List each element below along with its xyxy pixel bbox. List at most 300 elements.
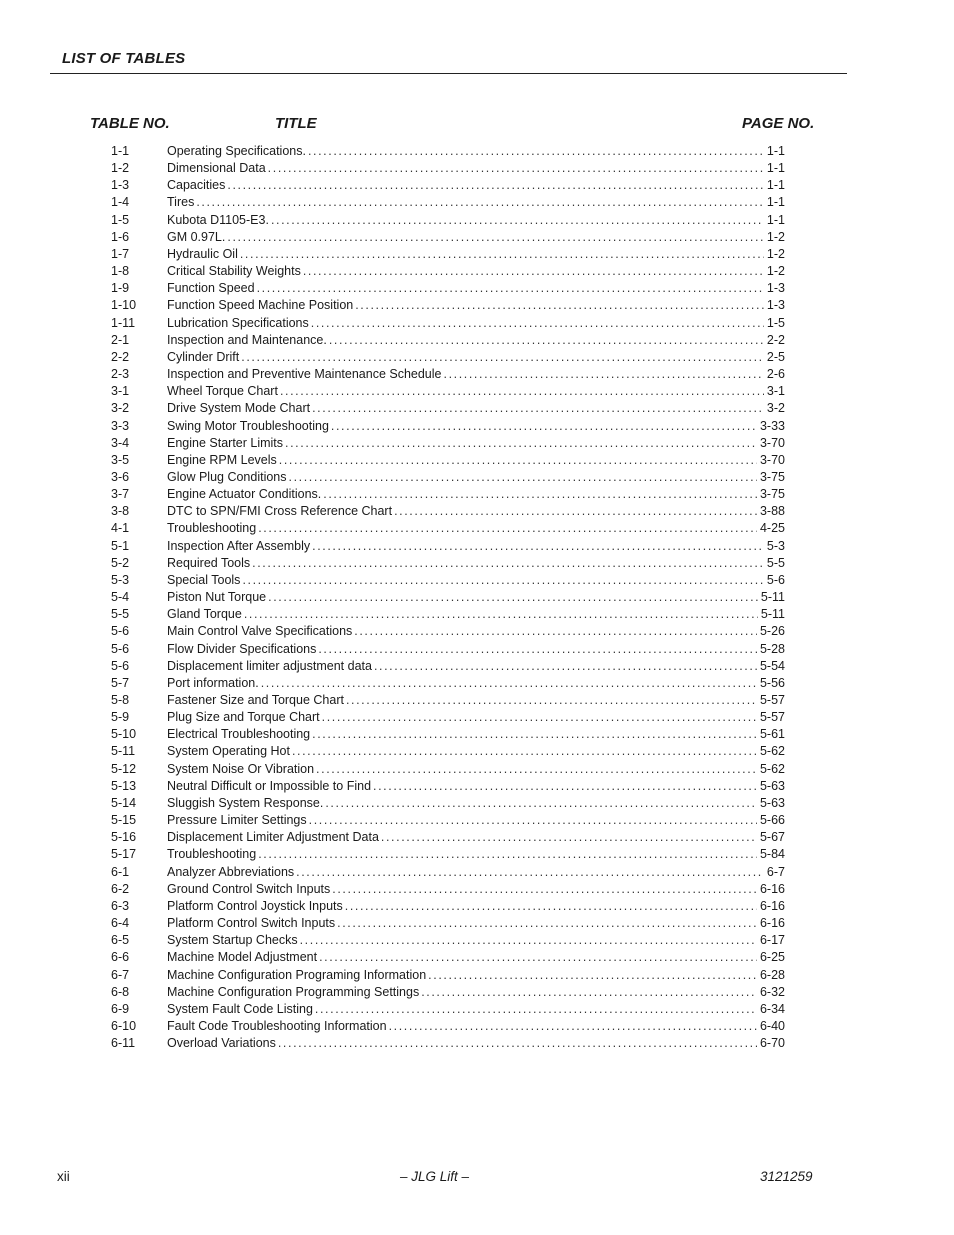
page-reference: 2-5: [766, 349, 785, 364]
toc-entry-body: [167, 984, 785, 1001]
toc-entry[interactable]: [111, 641, 785, 658]
toc-entry[interactable]: [111, 881, 785, 898]
table-number: 3-6: [111, 469, 130, 484]
table-number: 3-8: [111, 504, 130, 519]
table-title: System Noise Or Vibration: [167, 761, 315, 776]
table-title: Inspection and Maintenance.: [167, 332, 327, 347]
toc-entry-body: [167, 743, 785, 760]
table-title: DTC to SPN/FMI Cross Reference Chart: [167, 504, 393, 519]
page-reference: 6-32: [759, 984, 785, 999]
dot-leader: [252, 555, 764, 572]
table-number: 1-3: [111, 178, 130, 193]
toc-entry[interactable]: [111, 212, 785, 229]
page-reference: 1-2: [766, 246, 785, 261]
dot-leader: [319, 949, 757, 966]
toc-entry-body: [167, 143, 785, 160]
column-header-page-no: PAGE NO.: [742, 115, 815, 132]
toc-entry[interactable]: [111, 349, 785, 366]
dot-leader: [196, 194, 764, 211]
toc-entry-body: [167, 709, 785, 726]
page-reference: 6-16: [759, 881, 785, 896]
table-title: Platform Control Switch Inputs: [167, 916, 336, 931]
dot-leader: [381, 829, 757, 846]
toc-entry-body: [167, 315, 785, 332]
table-number: 5-8: [111, 693, 130, 707]
toc-entry-body: [167, 829, 785, 846]
dot-leader: [303, 263, 764, 280]
table-number: 3-5: [111, 452, 130, 467]
toc-entry[interactable]: [111, 143, 785, 160]
page-reference: 4-25: [759, 521, 785, 536]
toc-entry[interactable]: [111, 761, 785, 778]
toc-entry-body: [167, 486, 785, 503]
toc-entry-body: [167, 572, 785, 589]
page-reference: 1-1: [766, 195, 785, 210]
footer-document-number: 3121259: [760, 1169, 813, 1184]
dot-leader: [312, 538, 764, 555]
toc-entry-body: [167, 435, 785, 452]
page-reference: 1-2: [766, 264, 785, 279]
dot-leader: [268, 589, 758, 606]
toc-entry-body: [167, 246, 785, 263]
toc-entry[interactable]: [111, 280, 785, 297]
toc-entry-body: [167, 332, 785, 349]
page-reference: 5-6: [766, 572, 785, 587]
dot-leader: [257, 280, 764, 297]
toc-entry-body: [167, 864, 785, 881]
dot-leader: [289, 469, 757, 486]
dot-leader: [285, 435, 757, 452]
toc-entry[interactable]: [111, 984, 785, 1001]
table-number: 5-17: [111, 847, 137, 862]
toc-entry[interactable]: [111, 915, 785, 932]
dot-leader: [355, 297, 764, 314]
toc-entry[interactable]: [111, 898, 785, 915]
dot-leader: [325, 795, 757, 812]
toc-entry-body: [167, 795, 785, 812]
table-title: Port information.: [167, 675, 259, 690]
page-reference: 6-16: [759, 916, 785, 931]
table-number: 6-7: [111, 967, 130, 982]
page-reference: 6-16: [759, 898, 785, 913]
page-reference: 6-28: [759, 967, 785, 982]
table-title: Kubota D1105-E3.: [167, 212, 269, 227]
dot-leader: [242, 572, 763, 589]
page-reference: 5-5: [766, 555, 785, 570]
toc-entry[interactable]: [111, 315, 785, 332]
toc-entry[interactable]: [111, 297, 785, 314]
toc-entry-body: [167, 1035, 785, 1052]
page-reference: 5-61: [759, 727, 785, 742]
page-reference: 1-1: [766, 212, 785, 227]
toc-entry[interactable]: [111, 692, 785, 709]
toc-entry[interactable]: [111, 452, 785, 469]
toc-entry[interactable]: [111, 1001, 785, 1018]
page-reference: 3-2: [766, 401, 785, 416]
table-title: Fault Code Troubleshooting Information: [167, 1018, 387, 1033]
table-number: 5-1: [111, 538, 130, 553]
table-title: Fastener Size and Torque Chart: [167, 693, 344, 707]
dot-leader: [329, 332, 764, 349]
toc-entry[interactable]: [111, 366, 785, 383]
table-title: Inspection After Assembly: [167, 538, 311, 553]
toc-entry[interactable]: [111, 263, 785, 280]
toc-entry-body: [167, 400, 785, 417]
dot-leader: [261, 675, 757, 692]
table-number: 5-16: [111, 830, 137, 845]
dot-leader: [292, 743, 757, 760]
table-title: Overload Variations: [167, 1036, 276, 1051]
page-reference: 5-57: [759, 710, 785, 725]
table-number: 5-5: [111, 607, 130, 622]
table-title: Gland Torque: [167, 607, 242, 622]
dot-leader: [279, 452, 757, 469]
toc-entry[interactable]: [111, 503, 785, 520]
toc-entry[interactable]: [111, 743, 785, 760]
page-reference: 5-63: [759, 795, 785, 810]
table-number: 1-8: [111, 264, 130, 279]
toc-entry-body: [167, 915, 785, 932]
toc-entry-body: [167, 503, 785, 520]
page-reference: 1-3: [766, 298, 785, 313]
toc-entry-body: [167, 280, 785, 297]
table-number: 1-11: [111, 315, 136, 330]
page-reference: 5-67: [759, 830, 785, 845]
dot-leader: [374, 658, 757, 675]
table-number: 3-1: [111, 384, 130, 399]
table-number: 6-11: [111, 1036, 136, 1051]
toc-entry[interactable]: [111, 967, 785, 984]
table-title: Lubrication Specifications: [167, 315, 309, 330]
page-reference: 6-40: [759, 1018, 785, 1033]
toc-entry-body: [167, 177, 785, 194]
toc-entry[interactable]: [111, 435, 785, 452]
dot-leader: [428, 967, 757, 984]
table-number: 1-1: [111, 144, 130, 158]
dot-leader: [332, 881, 757, 898]
table-number: 6-4: [111, 916, 130, 931]
table-number: 2-3: [111, 367, 130, 382]
toc-entry-body: [167, 212, 785, 229]
page-reference: 6-34: [759, 1001, 785, 1016]
dot-leader: [337, 915, 757, 932]
dot-leader: [354, 623, 757, 640]
page-reference: 3-88: [759, 504, 785, 519]
column-header-title: TITLE: [275, 115, 317, 132]
dot-leader: [280, 383, 764, 400]
table-title: Inspection and Preventive Maintenance Schedule: [167, 367, 442, 382]
toc-entry-body: [167, 761, 785, 778]
table-title: Electrical Troubleshooting: [167, 727, 311, 742]
toc-entry[interactable]: [111, 829, 785, 846]
column-header-table-no: TABLE NO.: [90, 115, 170, 132]
dot-leader: [296, 864, 764, 881]
dot-leader: [322, 709, 757, 726]
page-reference: 6-70: [759, 1036, 785, 1051]
table-number: 2-2: [111, 349, 130, 364]
page-reference: 5-11: [760, 590, 785, 605]
table-number: 3-7: [111, 487, 130, 502]
toc-entry-body: [167, 932, 785, 949]
table-number: 4-1: [111, 521, 130, 536]
table-title: Sluggish System Response.: [167, 795, 324, 810]
table-title: Engine RPM Levels: [167, 452, 277, 467]
table-list: [111, 143, 785, 1052]
table-title: System Fault Code Listing: [167, 1001, 313, 1016]
page-reference: 1-3: [766, 281, 785, 296]
toc-entry-body: [167, 538, 785, 555]
dot-leader: [227, 229, 764, 246]
dot-leader: [268, 160, 764, 177]
table-title: Ground Control Switch Inputs: [167, 881, 331, 896]
page-reference: 3-1: [766, 384, 785, 399]
table-title: Function Speed Machine Position: [167, 298, 354, 313]
dot-leader: [373, 778, 757, 795]
dot-leader: [271, 212, 764, 229]
toc-entry[interactable]: [111, 160, 785, 177]
table-number: 5-9: [111, 710, 130, 725]
table-number: 5-6: [111, 641, 130, 656]
table-title: Piston Nut Torque: [167, 590, 267, 605]
toc-entry-body: [167, 949, 785, 966]
table-number: 5-10: [111, 727, 137, 742]
page-reference: 5-11: [760, 607, 785, 622]
table-title: Displacement Limiter Adjustment Data: [167, 830, 379, 845]
toc-entry[interactable]: [111, 949, 785, 966]
toc-entry-body: [167, 418, 785, 435]
page-reference: 1-2: [766, 229, 785, 244]
dot-leader: [244, 606, 758, 623]
dot-leader: [394, 503, 757, 520]
table-number: 5-3: [111, 572, 130, 587]
toc-entry[interactable]: [111, 675, 785, 692]
toc-entry-body: [167, 160, 785, 177]
table-number: 5-13: [111, 778, 137, 793]
page-reference: 5-84: [759, 847, 785, 862]
table-number: 6-9: [111, 1001, 130, 1016]
page-reference: 5-28: [759, 641, 785, 656]
page-reference: 5-56: [759, 675, 785, 690]
table-number: 6-3: [111, 898, 130, 913]
table-title: Operating Specifications.: [167, 144, 306, 158]
toc-entry[interactable]: [111, 932, 785, 949]
toc-entry-body: [167, 297, 785, 314]
table-title: Platform Control Joystick Inputs: [167, 898, 343, 913]
dot-leader: [331, 418, 757, 435]
table-number: 1-2: [111, 161, 130, 176]
header-divider: [50, 73, 847, 74]
table-title: Troubleshooting: [167, 521, 257, 536]
toc-entry-body: [167, 555, 785, 572]
table-title: Flow Divider Specifications: [167, 641, 317, 656]
page-reference: 6-17: [759, 933, 785, 948]
toc-entry[interactable]: [111, 795, 785, 812]
toc-entry[interactable]: [111, 332, 785, 349]
table-number: 2-1: [111, 332, 130, 347]
page-reference: 6-7: [766, 864, 785, 879]
table-number: 3-4: [111, 435, 130, 450]
toc-entry[interactable]: [111, 418, 785, 435]
dot-leader: [309, 812, 757, 829]
toc-entry[interactable]: [111, 709, 785, 726]
page-reference: 5-3: [766, 538, 785, 553]
table-title: Special Tools: [167, 572, 241, 587]
toc-entry-body: [167, 623, 785, 640]
toc-entry[interactable]: [111, 383, 785, 400]
table-number: 6-5: [111, 933, 130, 948]
table-title: Hydraulic Oil: [167, 246, 238, 261]
toc-entry[interactable]: [111, 572, 785, 589]
table-number: 6-2: [111, 881, 130, 896]
table-number: 1-4: [111, 195, 130, 210]
table-title: Function Speed: [167, 281, 255, 296]
dot-leader: [312, 400, 764, 417]
table-number: 1-6: [111, 229, 130, 244]
table-title: Analyzer Abbreviations: [167, 864, 295, 879]
toc-entry-body: [167, 778, 785, 795]
toc-entry[interactable]: [111, 486, 785, 503]
toc-entry[interactable]: [111, 726, 785, 743]
table-number: 6-1: [111, 864, 130, 879]
table-title: Troubleshooting: [167, 847, 257, 862]
table-title: Drive System Mode Chart: [167, 401, 311, 416]
page-reference: 1-5: [766, 315, 785, 330]
toc-entry[interactable]: [111, 658, 785, 675]
table-title: Wheel Torque Chart: [167, 384, 278, 399]
toc-entry[interactable]: [111, 229, 785, 246]
toc-entry[interactable]: [111, 623, 785, 640]
table-number: 5-7: [111, 675, 130, 690]
toc-entry[interactable]: [111, 520, 785, 537]
page-reference: 3-75: [759, 469, 785, 484]
toc-entry-body: [167, 846, 785, 863]
table-title: Displacement limiter adjustment data: [167, 658, 372, 673]
toc-entry-body: [167, 658, 785, 675]
table-number: 6-10: [111, 1018, 137, 1033]
footer-page-number: xii: [57, 1169, 70, 1184]
table-number: 5-14: [111, 795, 137, 810]
table-number: 6-6: [111, 950, 130, 965]
toc-entry-body: [167, 881, 785, 898]
page-reference: 3-33: [759, 418, 785, 433]
toc-entry[interactable]: [111, 194, 785, 211]
table-number: 5-6: [111, 658, 130, 673]
table-title: Machine Model Adjustment: [167, 950, 318, 965]
toc-entry[interactable]: [111, 1035, 785, 1052]
toc-entry-body: [167, 469, 785, 486]
table-title: Machine Configuration Programming Settings: [167, 984, 420, 999]
page-reference: 1-1: [766, 178, 785, 193]
toc-entry[interactable]: [111, 400, 785, 417]
dot-leader: [316, 761, 757, 778]
dot-leader: [346, 692, 757, 709]
page-reference: 5-62: [759, 761, 785, 776]
page-reference: 6-25: [759, 950, 785, 965]
toc-entry[interactable]: [111, 538, 785, 555]
table-number: 5-12: [111, 761, 137, 776]
page-reference: 3-70: [759, 452, 785, 467]
dot-leader: [312, 726, 757, 743]
footer-publisher: – JLG Lift –: [400, 1169, 470, 1184]
dot-leader: [240, 246, 764, 263]
page-reference: 5-63: [759, 778, 785, 793]
toc-entry[interactable]: [111, 1018, 785, 1035]
table-title: Engine Starter Limits: [167, 435, 284, 450]
table-title: Plug Size and Torque Chart: [167, 710, 320, 725]
toc-entry-body: [167, 194, 785, 211]
dot-leader: [227, 177, 764, 194]
table-title: Pressure Limiter Settings: [167, 813, 307, 828]
toc-entry-body: [167, 589, 785, 606]
dot-leader: [323, 486, 757, 503]
toc-entry-body: [167, 1018, 785, 1035]
table-title: Engine Actuator Conditions.: [167, 487, 322, 502]
page-reference: 2-2: [766, 332, 785, 347]
toc-entry-body: [167, 898, 785, 915]
toc-entry-body: [167, 726, 785, 743]
dot-leader: [241, 349, 764, 366]
toc-entry[interactable]: [111, 864, 785, 881]
dot-leader: [444, 366, 764, 383]
toc-entry[interactable]: [111, 846, 785, 863]
toc-entry[interactable]: [111, 778, 785, 795]
table-title: Required Tools: [167, 555, 251, 570]
toc-entry-body: [167, 383, 785, 400]
dot-leader: [318, 641, 757, 658]
table-title: Glow Plug Conditions: [167, 469, 287, 484]
table-title: System Operating Hot: [167, 744, 290, 759]
toc-entry-body: [167, 692, 785, 709]
toc-entry[interactable]: [111, 589, 785, 606]
table-number: 5-2: [111, 555, 130, 570]
toc-entry-body: [167, 1001, 785, 1018]
toc-entry[interactable]: [111, 246, 785, 263]
table-number: 1-10: [111, 298, 137, 313]
toc-entry[interactable]: [111, 177, 785, 194]
toc-entry-body: [167, 520, 785, 537]
table-title: Dimensional Data: [167, 161, 266, 176]
table-number: 5-6: [111, 624, 130, 639]
toc-entry[interactable]: [111, 469, 785, 486]
toc-entry-body: [167, 675, 785, 692]
table-number: 5-15: [111, 813, 137, 828]
page-reference: 3-70: [759, 435, 785, 450]
toc-entry[interactable]: [111, 555, 785, 572]
toc-entry-body: [167, 349, 785, 366]
dot-leader: [300, 932, 757, 949]
toc-entry-body: [167, 967, 785, 984]
table-title: System Startup Checks: [167, 933, 298, 948]
dot-leader: [315, 1001, 757, 1018]
dot-leader: [258, 846, 757, 863]
table-title: Neutral Difficult or Impossible to Find: [167, 778, 372, 793]
table-title: Main Control Valve Specifications: [167, 624, 353, 639]
table-title: Cylinder Drift: [167, 349, 240, 364]
table-number: 6-8: [111, 984, 130, 999]
page-reference: 1-1: [766, 161, 785, 176]
toc-entry-body: [167, 641, 785, 658]
table-title: Swing Motor Troubleshooting: [167, 418, 329, 433]
dot-leader: [421, 984, 757, 1001]
page-reference: 5-54: [759, 658, 785, 673]
page-reference: 5-57: [759, 693, 785, 707]
toc-entry-body: [167, 452, 785, 469]
dot-leader: [311, 315, 764, 332]
page-reference: 5-62: [759, 744, 785, 759]
dot-leader: [345, 898, 757, 915]
toc-entry[interactable]: [111, 812, 785, 829]
toc-entry[interactable]: [111, 606, 785, 623]
